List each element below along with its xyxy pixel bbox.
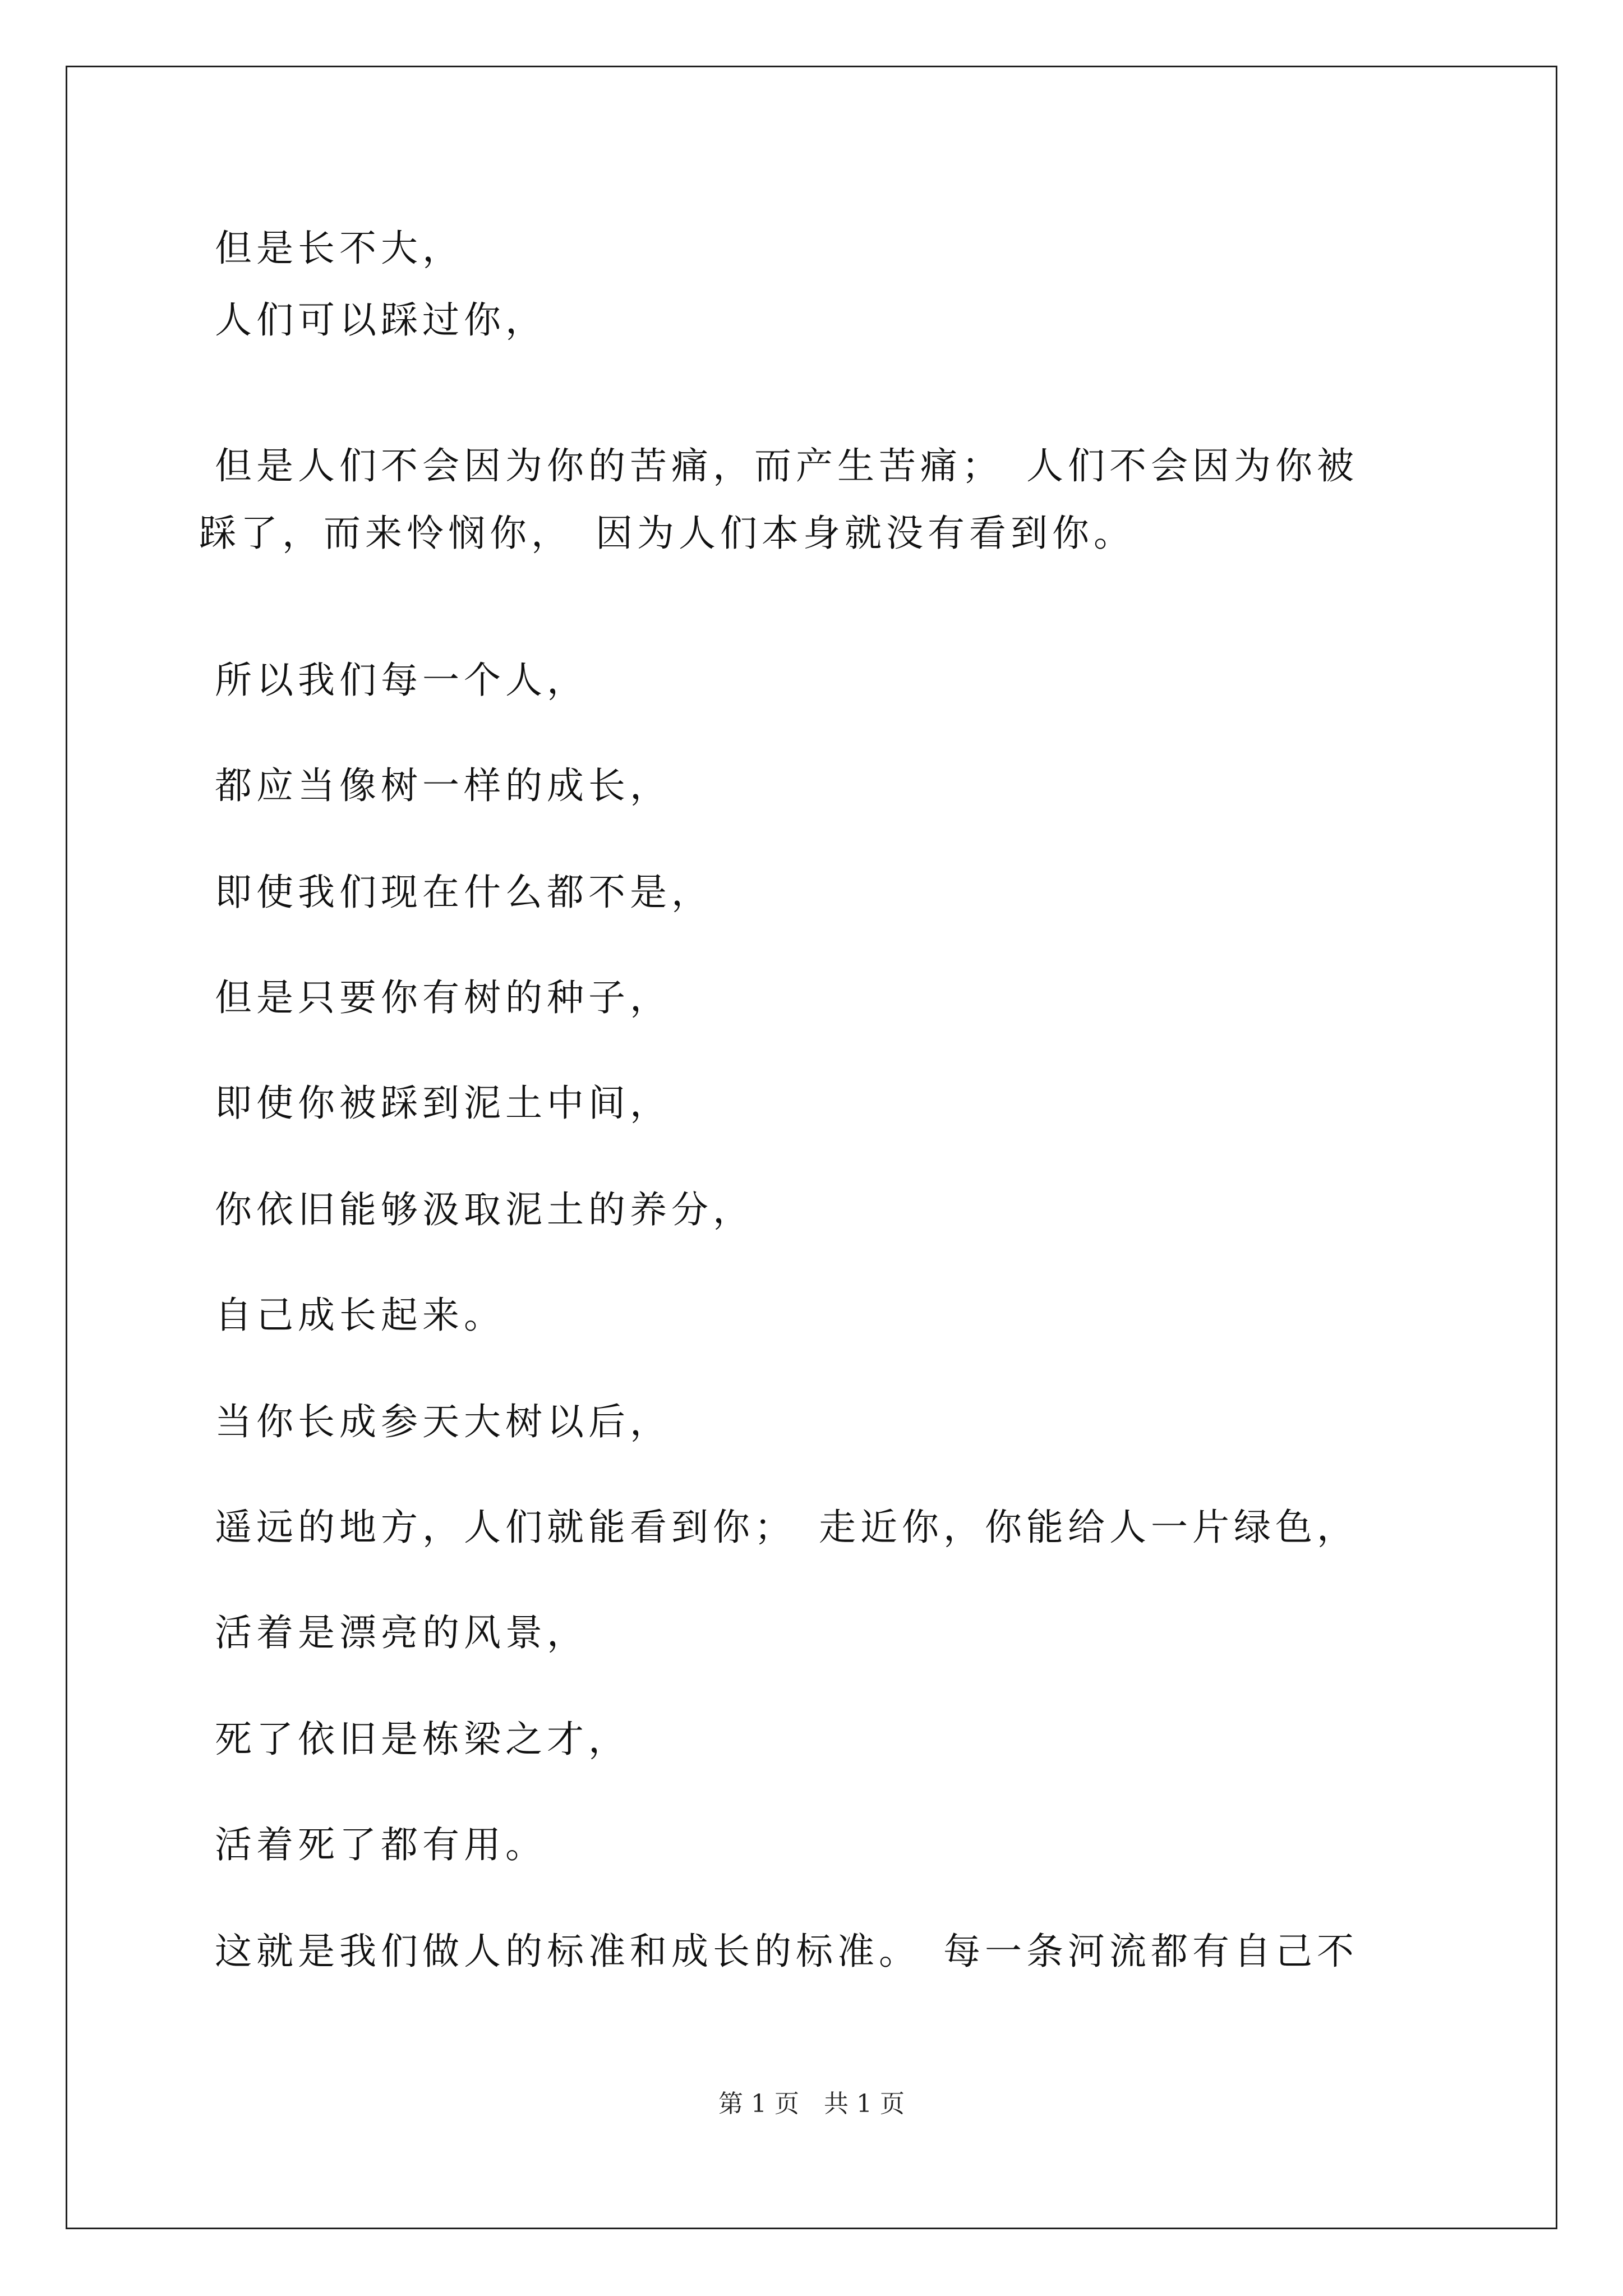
paragraph-line: 你依旧能够汲取泥土的养分， (215, 1188, 754, 1231)
page-border (66, 66, 1557, 2229)
paragraph-line: 但是长不大， (215, 227, 464, 270)
paragraph-line: 即使我们现在什么都不是， (215, 871, 713, 914)
page-footer: 第 1 页 共 1 页 (718, 2090, 905, 2118)
paragraph-line: 这就是我们做人的标准和成长的标准。 每一条河流都有自己不 (215, 1930, 1358, 1973)
paragraph-line: 自己成长起来。 (215, 1294, 505, 1337)
paragraph-line: 都应当像树一样的成长， (215, 764, 671, 807)
paragraph-line: 死了依旧是栋梁之才， (215, 1718, 630, 1761)
paragraph-line: 但是只要你有树的种子， (215, 976, 671, 1019)
paragraph-line: 遥远的地方，人们就能看到你； 走近你，你能给人一片绿色， (215, 1506, 1358, 1549)
paragraph-line: 但是人们不会因为你的苦痛，而产生苦痛； 人们不会因为你被 (215, 444, 1358, 487)
paragraph-line: 人们可以踩过你， (215, 298, 547, 342)
paragraph-line: 踩了，而来怜悯你， 因为人们本身就没有看到你。 (199, 512, 1135, 555)
paragraph-line: 活着是漂亮的风景， (215, 1611, 588, 1654)
paragraph-line: 活着死了都有用。 (215, 1823, 547, 1866)
paragraph-line: 即使你被踩到泥土中间， (215, 1082, 671, 1125)
paragraph-line: 所以我们每一个人， (215, 659, 588, 702)
paragraph-line: 当你长成参天大树以后， (215, 1400, 671, 1443)
